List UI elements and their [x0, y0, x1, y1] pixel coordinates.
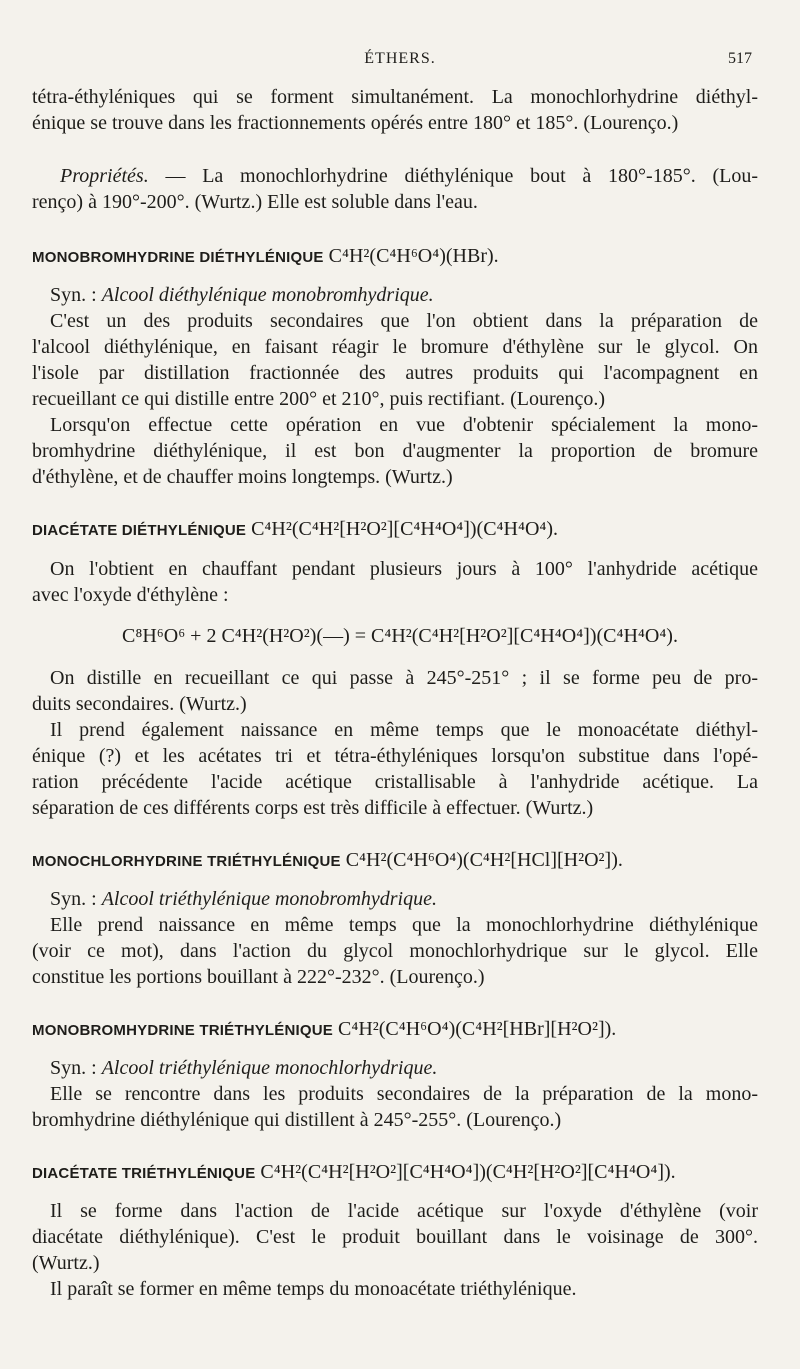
text-line	[32, 1276, 758, 1302]
text-line: duits secondaires. (Wurtz.)	[32, 693, 247, 715]
text-line	[32, 912, 758, 938]
text-line: l'alcool diéthylénique, en faisant réagir le bromure d'éthylène sur le glycol. On	[32, 336, 758, 358]
text-line: bromhydrine diéthylénique, il est bon d'augmenter la proportion de bromure	[32, 440, 758, 462]
text-line	[32, 1198, 758, 1224]
text-line	[32, 1081, 758, 1107]
synonym-value: Alcool triéthylénique monobromhydrique.	[101, 888, 437, 910]
paragraph-properties	[32, 163, 758, 189]
compound-name: MONOBROMHYDRINE TRIÉTHYLÉNIQUE	[32, 1022, 334, 1039]
text-segment: — La monochlorhydrine diéthylénique bout à 180°-185°. (Lou-	[148, 165, 758, 187]
compound-name: DIACÉTATE DIÉTHYLÉNIQUE	[32, 522, 247, 539]
text-line: l'isole par distillation fractionnée des autres produits qui l'acompagnent en	[32, 362, 758, 384]
text-line: d'éthylène, et de chauffer moins longtemps. (Wurtz.)	[32, 466, 453, 488]
text-line	[32, 308, 758, 334]
text-line: diacétate diéthylénique). C'est le produit bouillant dans le voisinage de 300°.	[32, 1226, 758, 1248]
running-head-title: ÉTHERS.	[364, 50, 436, 67]
text-line: avec l'oxyde d'éthylène :	[32, 584, 229, 606]
synonym-line	[32, 282, 758, 308]
synonym-label: Syn. :	[50, 1057, 102, 1079]
compound-heading	[32, 1159, 758, 1187]
synonym-label: Syn. :	[50, 284, 102, 306]
compound-name: MONOBROMHYDRINE DIÉTHYLÉNIQUE	[32, 249, 324, 266]
text-line: tétra-éthyléniques qui se forment simultanément. La monochlorhydrine diéthyl-	[32, 86, 758, 108]
text-line: énique se trouve dans les fractionnements opérés entre 180° et 185°. (Lourenço.)	[32, 112, 679, 134]
compound-formula: C⁴H²(C⁴H²[H²O²][C⁴H⁴O⁴])(C⁴H²[H²O²][C⁴H⁴O⁴]).	[255, 1161, 676, 1183]
compound-formula: C⁴H²(C⁴H⁶O⁴)(C⁴H²[HBr][H²O²]).	[333, 1018, 617, 1040]
compound-formula: C⁴H²(C⁴H⁶O⁴)(C⁴H²[HCl][H²O²]).	[340, 849, 623, 871]
text-segment: Il prend également naissance en même temps que le monoacétate diéthyl-	[50, 719, 758, 741]
text-line: (Wurtz.)	[32, 1252, 100, 1274]
chemical-equation: C⁸H⁶O⁶ + 2 C⁴H²(H²O²)(—) = C⁴H²(C⁴H²[H²O²][C⁴H⁴O⁴])(C⁴H⁴O⁴).	[122, 625, 678, 647]
text-segment: Lorsqu'on effectue cette opération en vue d'obtenir spécialement la mono-	[50, 414, 758, 436]
text-line	[32, 665, 758, 691]
compound-formula: C⁴H²(C⁴H⁶O⁴)(HBr).	[323, 245, 499, 267]
compound-formula: C⁴H²(C⁴H²[H²O²][C⁴H⁴O⁴])(C⁴H⁴O⁴).	[246, 518, 559, 540]
text-line	[32, 412, 758, 438]
compound-name: MONOCHLORHYDRINE TRIÉTHYLÉNIQUE	[32, 853, 341, 870]
text-line: constitue les portions bouillant à 222°-232°. (Lourenço.)	[32, 966, 485, 988]
compound-heading	[32, 1016, 758, 1044]
synonym-value: Alcool diéthylénique monobromhydrique.	[101, 284, 434, 306]
synonym-label: Syn. :	[50, 888, 102, 910]
text-segment: Elle prend naissance en même temps que la monochlorhydrine diéthylénique	[50, 914, 758, 936]
properties-label: Propriétés.	[60, 165, 149, 187]
text-line: (voir ce mot), dans l'action du glycol monochlorhydrique sur le glycol. Elle	[32, 940, 758, 962]
compound-heading	[32, 516, 758, 544]
synonym-line	[32, 886, 758, 912]
text-segment: Il paraît se former en même temps du monoacétate triéthylénique.	[50, 1278, 577, 1300]
text-line: ration précédente l'acide acétique cristallisable à l'anhydride acétique. La	[32, 771, 758, 793]
text-line: énique (?) et les acétates tri et tétra-éthyléniques lorsqu'on substitue dans l'opé-	[32, 745, 758, 767]
text-line: bromhydrine diéthylénique qui distillent à 245°-255°. (Lourenço.)	[32, 1109, 562, 1131]
compound-heading	[32, 847, 758, 875]
compound-name: DIACÉTATE TRIÉTHYLÉNIQUE	[32, 1165, 256, 1182]
page-number: 517	[728, 50, 752, 67]
synonym-value: Alcool triéthylénique monochlorhydrique.	[101, 1057, 438, 1079]
synonym-line	[32, 1055, 758, 1081]
text-segment: Il se forme dans l'action de l'acide acétique sur l'oxyde d'éthylène (voir	[50, 1200, 758, 1222]
text-line: séparation de ces différents corps est très difficile à effectuer. (Wurtz.)	[32, 797, 594, 819]
text-segment: On distille en recueillant ce qui passe à 245°-251° ; il se forme peu de pro-	[50, 667, 758, 689]
text-line: renço) à 190°-200°. (Wurtz.) Elle est soluble dans l'eau.	[32, 191, 478, 213]
text-segment: On l'obtient en chauffant pendant plusieurs jours à 100° l'anhydride acétique	[50, 558, 758, 580]
text-segment: C'est un des produits secondaires que l'on obtient dans la préparation de	[50, 310, 758, 332]
text-line	[32, 556, 758, 582]
text-line: recueillant ce qui distille entre 200° et 210°, puis rectifiant. (Lourenço.)	[32, 388, 606, 410]
text-line	[32, 717, 758, 743]
text-segment: Elle se rencontre dans les produits secondaires de la préparation de la mono-	[50, 1083, 758, 1105]
compound-heading	[32, 243, 758, 271]
running-head	[0, 50, 800, 74]
